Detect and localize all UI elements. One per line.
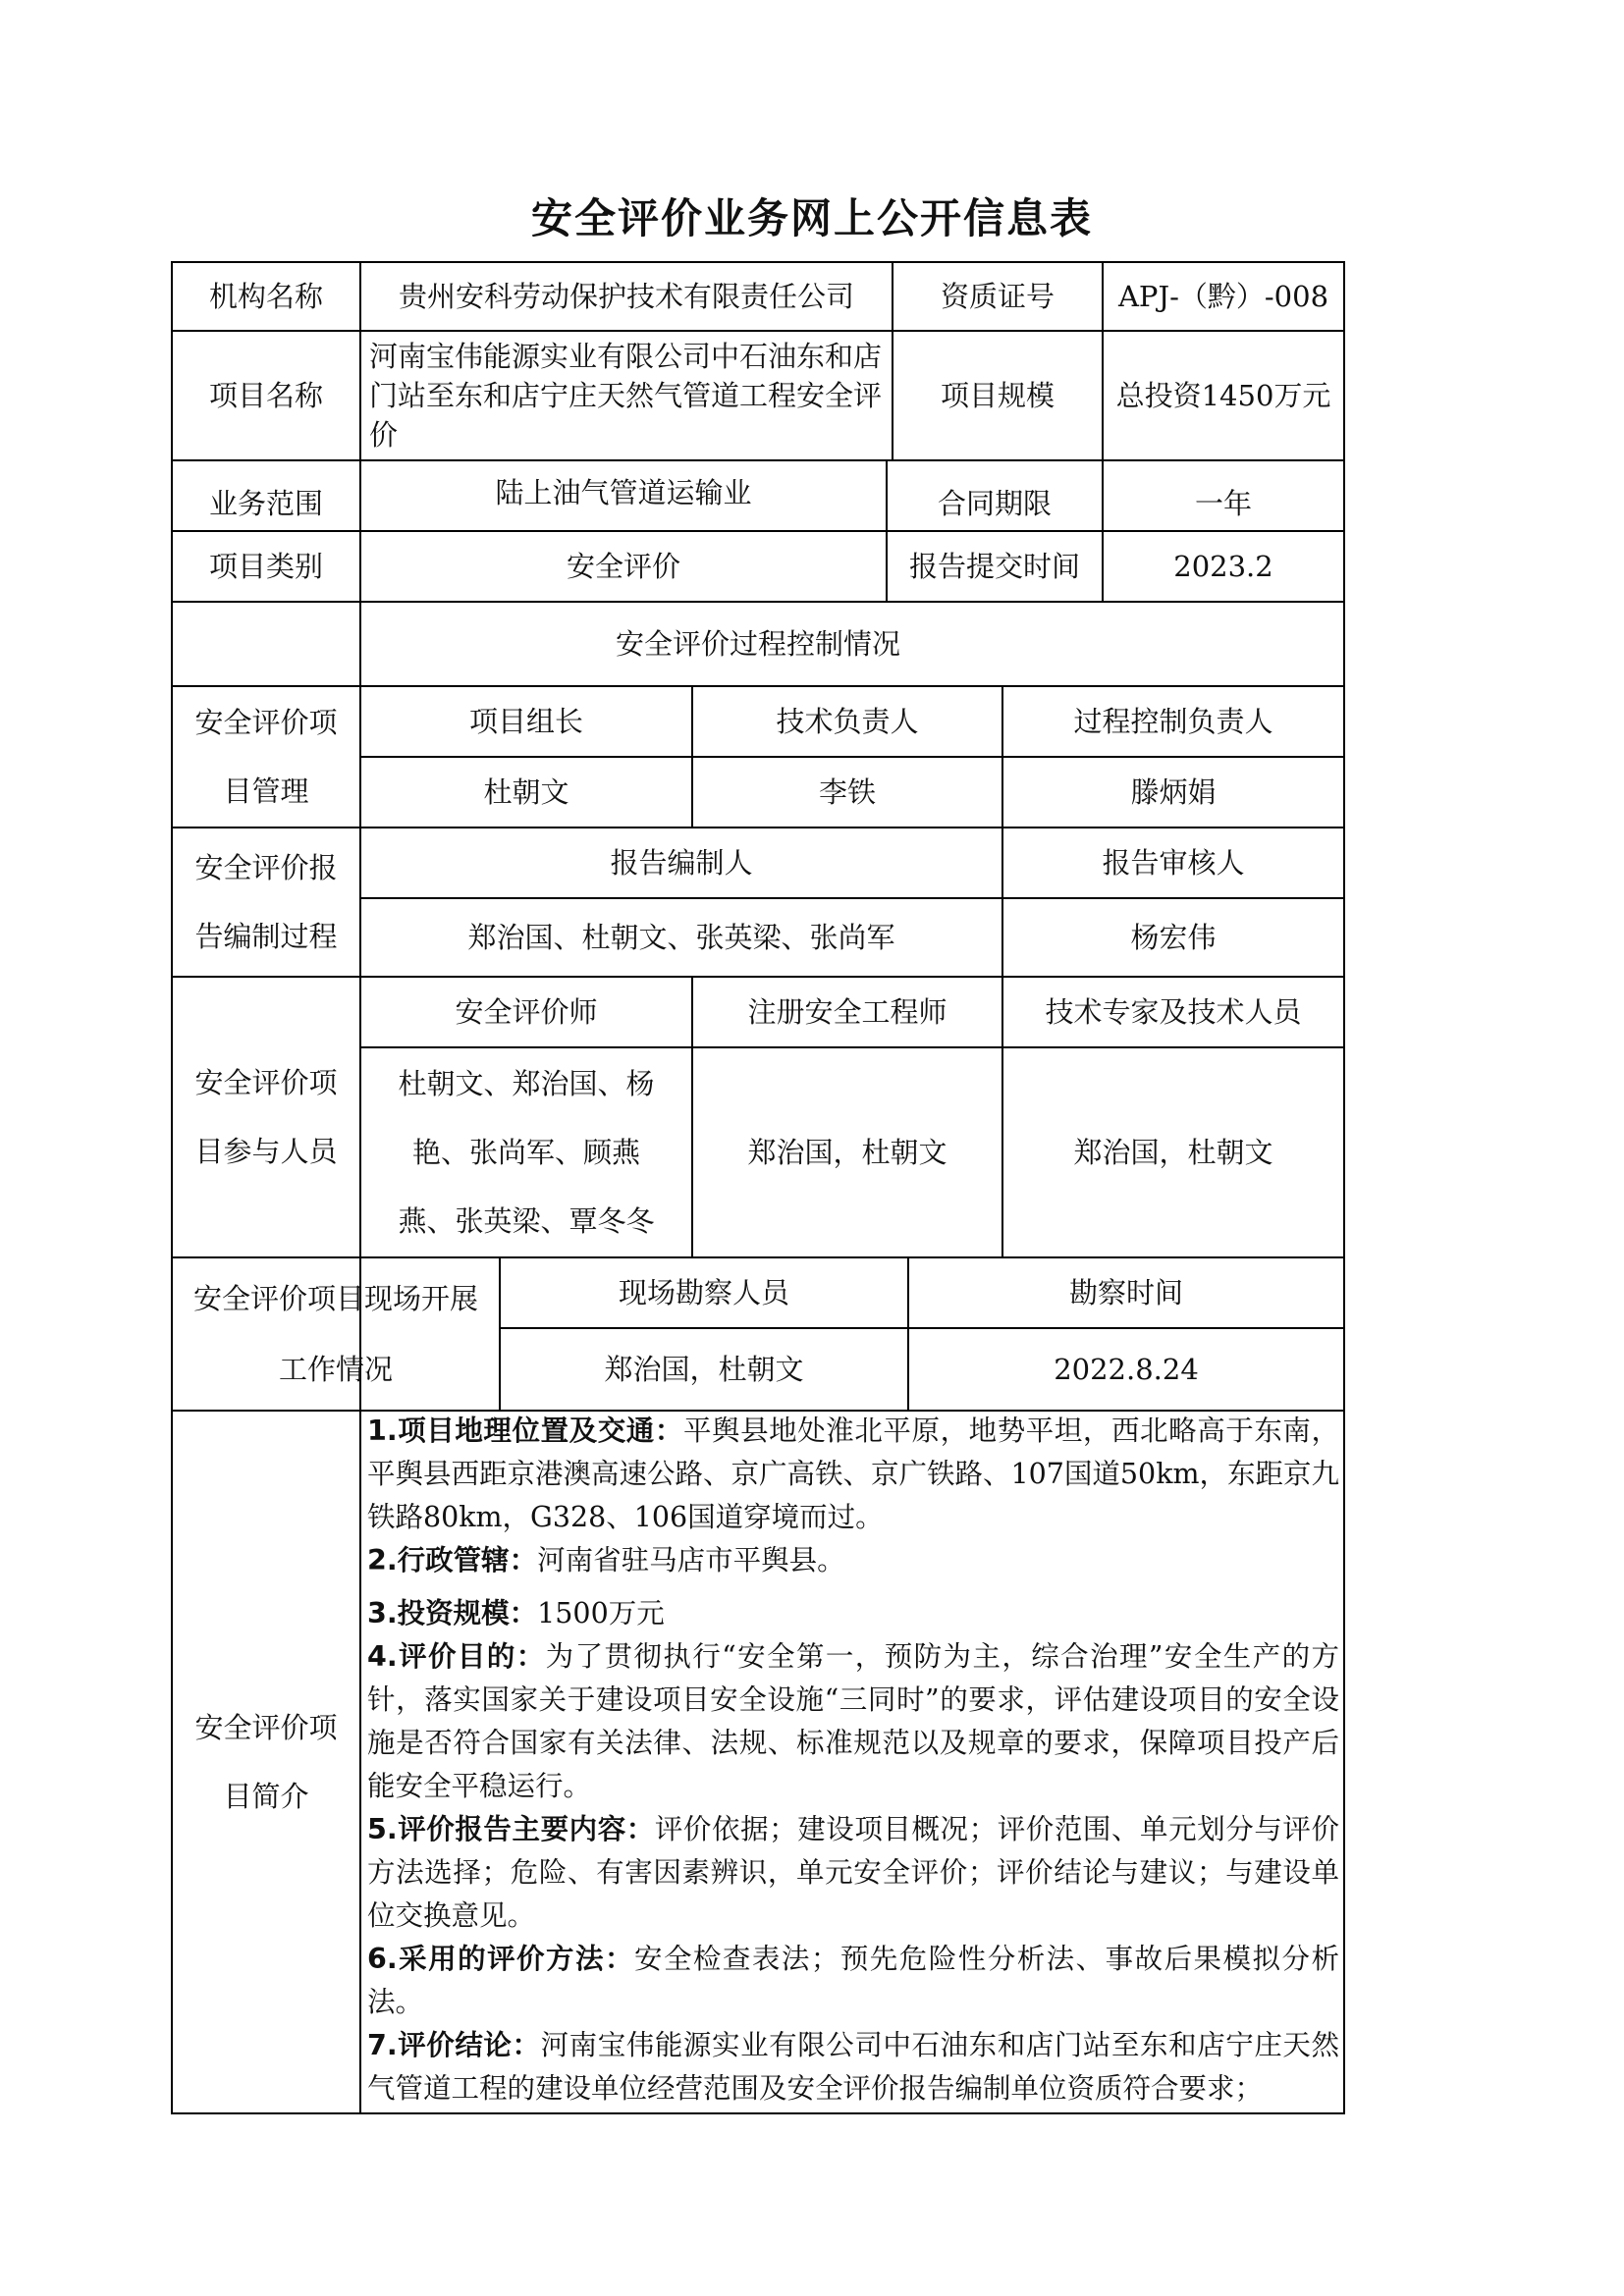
term-value: 一年 [1194, 486, 1252, 520]
tech-lead-value: 李铁 [818, 774, 876, 809]
term-label: 合同期限 [937, 486, 1052, 520]
tech-lead-head: 技术负责人 [776, 704, 919, 738]
report-reviewer-head: 报告审核人 [1102, 845, 1245, 880]
scale-label: 项目规模 [940, 378, 1055, 412]
evaluator-value: 杜朝文、郑治国、杨艳、张尚军、顾燕燕、张英梁、覃冬冬 [398, 1067, 655, 1238]
team-leader-value: 杜朝文 [483, 774, 569, 809]
management-label: 安全评价项目管理 [194, 706, 338, 808]
team-leader-head: 项目组长 [468, 704, 583, 738]
participants-label: 安全评价项目参与人员 [194, 1066, 338, 1168]
intro-item [367, 1938, 1339, 2024]
scope-label: 业务范围 [208, 486, 323, 520]
report-author-value: 郑治国、杜朝文、张英梁、张尚军 [467, 920, 895, 954]
intro-item-head: 4.评价目的： [367, 1640, 546, 1673]
tech-expert-value: 郑治国，杜朝文 [1073, 1135, 1273, 1169]
tech-expert-head: 技术专家及技术人员 [1045, 994, 1302, 1029]
cert-value: APJ-（黔）-008 [1117, 279, 1329, 313]
intro-item-head: 6.采用的评价方法： [367, 1943, 634, 1975]
intro-item [367, 2024, 1339, 2110]
process-lead-value: 滕炳娟 [1130, 774, 1217, 809]
cert-label: 资质证号 [940, 279, 1055, 313]
section-header: 安全评价过程控制情况 [615, 626, 900, 661]
intro-item-head: 3.投资规模： [367, 1597, 538, 1629]
evaluator-head: 安全评价师 [455, 994, 598, 1029]
project-label: 项目名称 [208, 378, 323, 412]
intro-item-head: 2.行政管辖： [367, 1544, 538, 1576]
intro-item [367, 1635, 1339, 1808]
org-value: 贵州安科劳动保护技术有限责任公司 [398, 279, 854, 313]
intro-item-text: 河南宝伟能源实业有限公司中石油东和店门站至东和店宁庄天然气管道工程的建设单位经营范围及安全评价报告编制单位资质符合要求； [367, 2029, 1339, 2105]
intro-label: 安全评价项目简介 [194, 1711, 338, 1813]
intro-item-head: 1.项目地理位置及交通： [367, 1415, 683, 1447]
registered-engineer-value: 郑治国，杜朝文 [747, 1135, 947, 1169]
site-label: 安全评价项目现场开展工作情况 [192, 1282, 478, 1386]
intro-item-head: 7.评价结论： [367, 2029, 541, 2061]
category-value: 安全评价 [566, 549, 680, 583]
intro-item-text: 河南省驻马店市平舆县。 [537, 1544, 845, 1576]
intro-item-head: 5.评价报告主要内容： [367, 1813, 655, 1845]
intro-item-text: 安全检查表法；预先危险性分析法、事故后果模拟分析法。 [367, 1943, 1339, 2018]
intro-item-text: 平舆县地处淮北平原，地势平坦，西北略高于东南，平舆县西距京港澳高速公路、京广高铁、京广铁路、107国道50km，东距京九铁路80km，G328、106国道穿境而过。 [367, 1415, 1339, 1533]
report-author-head: 报告编制人 [610, 845, 753, 880]
intro-item [367, 1539, 1339, 1582]
site-time-value: 2022.8.24 [1054, 1352, 1199, 1386]
registered-engineer-head: 注册安全工程师 [747, 994, 947, 1029]
submit-value: 2023.2 [1173, 549, 1273, 583]
report-label: 安全评价报告编制过程 [194, 851, 338, 953]
scale-value: 总投资1450万元 [1115, 378, 1331, 412]
intro-item-text: 为了贯彻执行“安全第一，预防为主，综合治理”安全生产的方针，落实国家关于建设项目安全设施“三同时”的要求，评估建设项目的安全设施是否符合国家有关法律、法规、标准规范以及规章的要求，保障项目投产后能安全平稳运行。 [367, 1640, 1339, 1802]
intro-content [367, 1410, 1339, 2110]
report-reviewer-value: 杨宏伟 [1130, 920, 1217, 954]
site-staff-head: 现场勘察人员 [618, 1275, 789, 1309]
intro-item [367, 1410, 1339, 1539]
submit-label: 报告提交时间 [908, 549, 1080, 583]
project-value: 河南宝伟能源实业有限公司中石油东和店门站至东和店宁庄天然气管道工程安全评价 [369, 340, 883, 452]
process-lead-head: 过程控制负责人 [1073, 704, 1273, 738]
org-label: 机构名称 [208, 279, 323, 313]
intro-item-text: 评价依据；建设项目概况；评价范围、单元划分与评价方法选择；危险、有害因素辨识，单元安全评价；评价结论与建议；与建设单位交换意见。 [367, 1813, 1339, 1932]
scope-value: 陆上油气管道运输业 [495, 476, 752, 509]
intro-item-text: 1500万元 [537, 1597, 665, 1629]
intro-item [367, 1592, 1339, 1635]
intro-item [367, 1808, 1339, 1938]
page-title: 安全评价业务网上公开信息表 [530, 194, 1093, 242]
site-staff-value: 郑治国，杜朝文 [604, 1352, 804, 1386]
category-label: 项目类别 [208, 549, 323, 583]
site-time-head: 勘察时间 [1068, 1275, 1183, 1309]
